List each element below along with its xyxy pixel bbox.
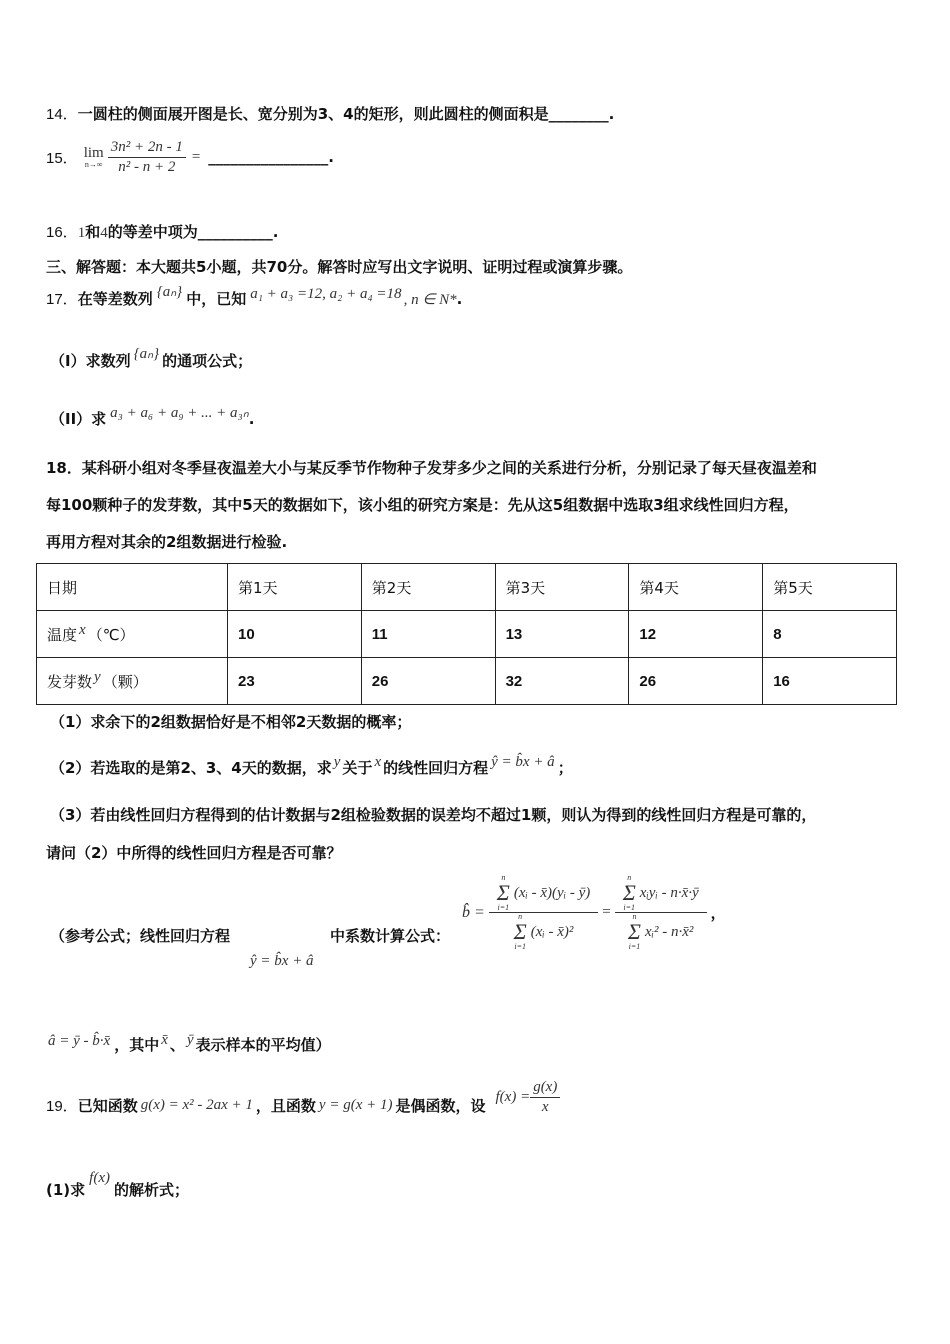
- temp-label: 温度: [47, 625, 78, 644]
- separator: 、: [169, 1036, 185, 1054]
- b-hat-fraction-2: [615, 874, 707, 951]
- germ-label: 发芽数: [47, 672, 93, 691]
- sum-upper: n: [518, 912, 523, 921]
- q18-p2-end: ；: [557, 759, 573, 777]
- sum-upper: n: [627, 873, 632, 882]
- q19-f-lhs: f(x) =: [495, 1088, 531, 1105]
- q19-number: 19．: [46, 1097, 78, 1115]
- q18-line-2: 每100颗种子的发芽数，其中5天的数据如下，该小组的研究方案是：先从这5组数据中选取3组求线性回归方程，: [46, 496, 799, 514]
- ref-text-d: 表示样本的平均值）: [195, 1036, 331, 1054]
- q17-sequence: {aₙ}: [156, 284, 183, 300]
- question-14: [46, 103, 614, 124]
- q19-p1-text: 的解析式；: [113, 1181, 189, 1199]
- q15-lim-sub: n→∞: [84, 159, 103, 169]
- y-bar: ȳ: [186, 1032, 194, 1048]
- sum-upper: n: [501, 873, 506, 882]
- table-cell: 23: [228, 658, 362, 705]
- sum-lower: i=1: [628, 942, 641, 951]
- sigma: Σ: [496, 880, 510, 905]
- table-header-cell: 第3天: [495, 564, 629, 611]
- germ-var: y: [94, 668, 101, 685]
- q17-p1-text: 的通项公式；: [162, 352, 253, 370]
- table-cell: 12: [629, 611, 763, 658]
- q18-line-3: 再用方程对其余的2组数据进行检验.: [46, 533, 288, 551]
- question-19: [46, 1079, 560, 1125]
- q15-denominator: n² - n + 2: [118, 158, 176, 175]
- table-row: [37, 611, 897, 658]
- table-cell: 13: [495, 611, 629, 658]
- q16-value-1: 1: [77, 225, 86, 241]
- q18-part-3-line-1: （3）若由线性回归方程得到的估计数据与2组检验数据的误差均不超过1颗，则认为得到的线性回归方程是可靠的，: [50, 806, 817, 824]
- q19-g-function: g(x) = x² - 2ax + 1: [140, 1096, 253, 1113]
- q17-condition: a₁ + a₃ =12, a₂ + a₄ =18: [250, 286, 402, 302]
- q18-part-3-line-2: 请问（2）中所得的线性回归方程是否可靠？: [46, 844, 342, 862]
- table-row: [37, 658, 897, 705]
- sum-lower: i=1: [497, 903, 510, 912]
- q19-y-function: y = g(x + 1): [318, 1096, 393, 1113]
- a-hat-line: [48, 1034, 331, 1055]
- q17-p1-sequence: {aₙ}: [133, 346, 160, 362]
- q15-lim-word: lim: [83, 144, 104, 161]
- sum-lower: i=1: [623, 903, 636, 912]
- table-header-cell: 第2天: [361, 564, 495, 611]
- b-hat-label: b̂ =: [462, 903, 485, 921]
- q19-text-c: 是偶函数，设: [395, 1096, 486, 1115]
- sigma: Σ: [622, 880, 636, 905]
- temp-unit: （℃）: [87, 625, 135, 644]
- q19-text-b: ，且函数: [255, 1096, 316, 1115]
- q19-p1-f: f(x): [89, 1170, 110, 1186]
- q18-p2-equation: ŷ = b̂x + â: [491, 754, 555, 770]
- sigma: Σ: [627, 919, 641, 944]
- q19-f-numerator: g(x): [530, 1078, 560, 1098]
- q14-text: 一圆柱的侧面展开图是长、宽分别为3、4的矩形，则此圆柱的侧面积是: [77, 105, 549, 123]
- sum-upper: n: [632, 912, 637, 921]
- q18-p2-text-c: 的线性回归方程: [383, 759, 489, 777]
- fraction-1-numerator: [489, 874, 598, 913]
- q19-part-1: [46, 1170, 189, 1200]
- table-cell: 32: [495, 658, 629, 705]
- q17-p2-expression: a₃ + a₆ + a₉ + ... + a₃ₙ: [110, 405, 249, 421]
- q15-blank: ________________: [208, 148, 329, 167]
- q14-number: 14．: [46, 106, 78, 123]
- x-bar: x̄: [161, 1032, 168, 1048]
- table-cell: 11: [361, 611, 495, 658]
- table-cell: 26: [629, 658, 763, 705]
- data-table: [36, 563, 897, 705]
- sum-symbol: [623, 874, 636, 912]
- q18-ref-equation: ŷ = b̂x + â: [250, 953, 314, 969]
- b-hat-fraction-1: [489, 874, 598, 951]
- q15-number: 15．: [46, 149, 78, 167]
- table-cell: 8: [763, 611, 897, 658]
- fraction-2-numerator: [615, 874, 707, 913]
- q17-condition-n: , n ∈ N*: [403, 292, 457, 308]
- table-header-cell: 第4天: [629, 564, 763, 611]
- q15-numerator: 3n² + 2n - 1: [108, 138, 186, 158]
- sum-symbol: [514, 913, 527, 951]
- fraction-2-denominator: [625, 913, 697, 951]
- table-cell: 26: [361, 658, 495, 705]
- table-header-cell: 第1天: [228, 564, 362, 611]
- question-16: [46, 221, 278, 242]
- fraction-1-numerator-text: (xᵢ - x̄)(yᵢ - ȳ): [513, 884, 591, 901]
- q16-value-4: 4: [100, 225, 108, 241]
- fraction-1-denominator: [511, 913, 577, 951]
- q18-p2-x: x: [374, 754, 382, 770]
- table-row-label: [37, 658, 228, 705]
- q18-ref-text-b: 中系数计算公式：: [330, 927, 451, 945]
- q19-f-denominator: x: [541, 1098, 549, 1115]
- table-header-row: [37, 564, 897, 611]
- q18-part-2: [50, 754, 573, 778]
- q17-text-a: 在等差数列: [77, 290, 153, 308]
- table-row-label: [37, 611, 228, 658]
- q18-p2-text-a: （2）若选取的是第2、3、4天的数据，求: [50, 759, 332, 777]
- fraction-1-denominator-text: (xᵢ - x̄)²: [530, 923, 574, 940]
- q17-text-b: 中，已知: [186, 290, 247, 308]
- fraction-2-denominator-text: xᵢ² - n·x̄²: [645, 923, 694, 940]
- q17-part-1: [50, 346, 253, 371]
- table-cell: 16: [763, 658, 897, 705]
- q19-text-a: 已知函数: [77, 1096, 138, 1115]
- q17-p2-label: （II）求: [50, 410, 107, 428]
- sum-symbol: [628, 913, 641, 951]
- q16-text: 的等差中项为: [107, 223, 198, 241]
- q16-blank: __________: [197, 223, 273, 241]
- q15-equals: =: [191, 148, 201, 165]
- q14-blank: ________: [548, 105, 609, 123]
- table-cell: 10: [228, 611, 362, 658]
- q18-part-1: （1）求余下的2组数据恰好是不相邻2天数据的概率；: [50, 713, 412, 731]
- q18-p2-y: y: [333, 754, 341, 770]
- temp-var: x: [79, 621, 86, 638]
- section-3-heading: 三、解答题：本大题共5小题，共70分。解答时应写出文字说明、证明过程或演算步骤。: [46, 258, 633, 276]
- q18-p2-text-b: 关于: [342, 759, 373, 777]
- b-hat-formula: [462, 874, 726, 951]
- a-hat-formula: â = ȳ - b̂·x̄: [48, 1033, 111, 1049]
- question-15: [46, 138, 334, 177]
- table-header-cell: 日期: [37, 564, 228, 611]
- sigma: Σ: [513, 919, 527, 944]
- equals-sign: =: [602, 904, 611, 920]
- ref-text-c: ，其中: [114, 1036, 160, 1054]
- sum-symbol: [497, 874, 510, 912]
- question-17: [46, 284, 463, 309]
- germ-unit: （颗）: [102, 672, 148, 691]
- q19-p1-label: (1)求: [46, 1181, 86, 1199]
- sum-lower: i=1: [514, 942, 526, 951]
- q15-limit: [84, 146, 104, 169]
- q16-number: 16．: [46, 224, 78, 241]
- q17-number: 17．: [46, 291, 78, 308]
- formula-comma: ，: [710, 904, 726, 922]
- q14-end: .: [608, 105, 615, 123]
- q17-part-2: [50, 405, 255, 429]
- q16-end: .: [272, 223, 279, 241]
- q15-end: .: [328, 148, 334, 167]
- fraction-2-numerator-text: xᵢyᵢ - n·x̄·ȳ: [639, 884, 699, 901]
- q18-ref-text-a: （参考公式；线性回归方程: [50, 927, 231, 945]
- q17-end: .: [456, 290, 463, 308]
- q17-p2-end: .: [248, 410, 255, 428]
- q16-text-and: 和: [85, 223, 101, 241]
- q17-p1-label: （I）求数列: [50, 352, 131, 370]
- q18-line-1: 18．某科研小组对冬季昼夜温差大小与某反季节作物种子发芽多少之间的关系进行分析，分别记录了每天昼夜温差和: [46, 459, 817, 477]
- table-header-cell: 第5天: [763, 564, 897, 611]
- q19-f-fraction: [530, 1078, 560, 1117]
- q15-fraction: [108, 138, 186, 177]
